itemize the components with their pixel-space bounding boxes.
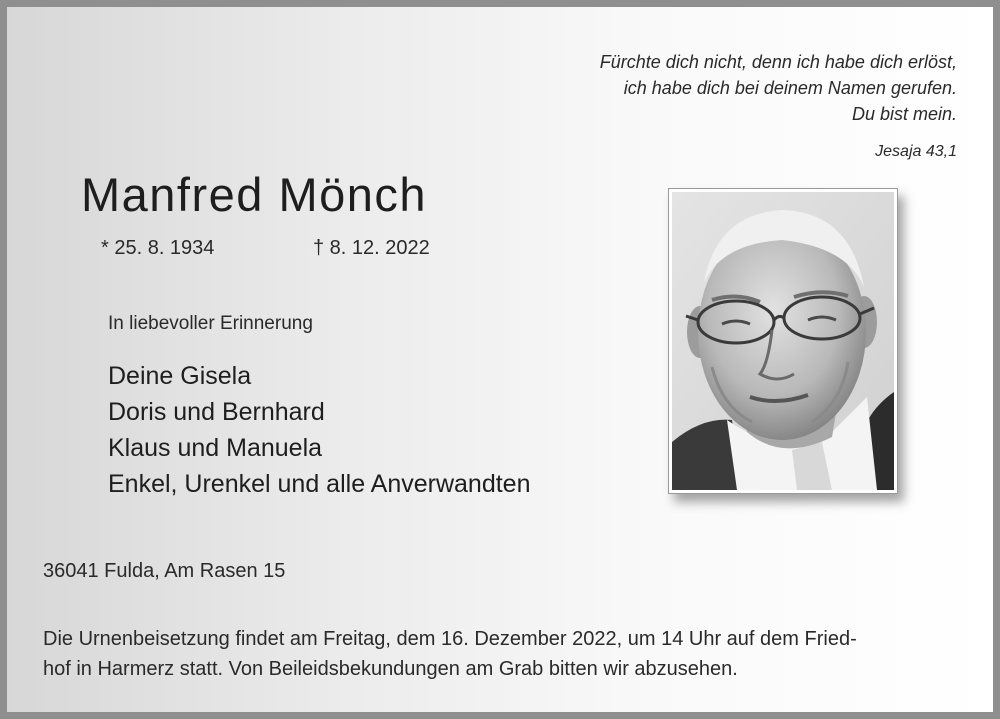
bible-verse [600, 49, 957, 127]
family-address: 36041 Fulda, Am Rasen 15 [43, 560, 286, 582]
verse-reference: Jesaja 43,1 [875, 143, 957, 160]
mourner-item: Enkel, Urenkel und alle Anverwandten [108, 470, 531, 498]
verse-line: Du bist mein. [851, 104, 957, 124]
mourners-list [108, 358, 531, 502]
funeral-notice [43, 624, 857, 684]
deceased-name: Manfred Mönch [81, 168, 428, 221]
verse-line: ich habe dich bei deinem Namen gerufen. [623, 78, 957, 98]
mourner-item: Klaus und Manuela [108, 434, 323, 462]
remembrance-text: In liebevoller Erinnerung [108, 313, 313, 334]
verse-line: Fürchte dich nicht, denn ich habe dich erlöst, [599, 52, 957, 72]
funeral-line: Die Urnenbeisetzung findet am Freitag, dem 16. Dezember 2022, um 14 Uhr auf dem Fried- [43, 628, 857, 650]
portrait-image [672, 192, 894, 490]
birth-date: * 25. 8. 1934 [101, 237, 215, 259]
death-date: † 8. 12. 2022 [313, 237, 430, 259]
mourner-item: Deine Gisela [108, 362, 252, 390]
portrait-photo [668, 188, 898, 494]
mourner-item: Doris und Bernhard [108, 398, 325, 426]
funeral-line: hof in Harmerz statt. Von Beileidsbekundungen am Grab bitten wir abzusehen. [43, 658, 738, 680]
